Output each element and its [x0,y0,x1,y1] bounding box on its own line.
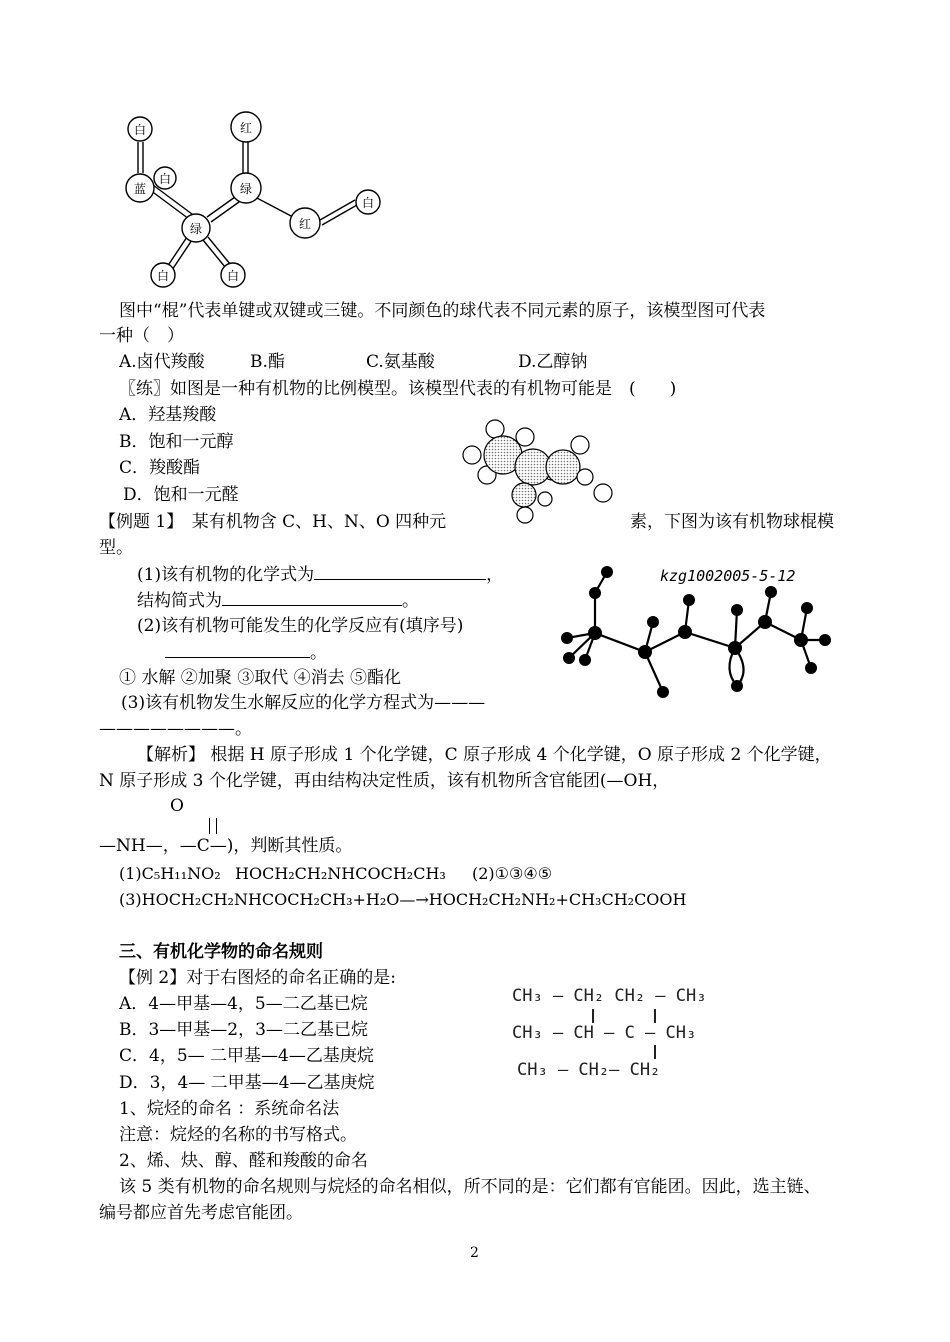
answer-blank [222,589,402,606]
q1-option-d: D.乙醇钠 [518,352,588,372]
practice-option-a: A．羟基羧酸 [119,405,217,425]
example1-q2: (2)该有机物可能发生的化学反应有(填序号) [137,616,464,636]
atom-label: 白 [226,269,240,283]
atom-label: 白 [156,269,170,283]
example1-choices: ① 水解 ②加聚 ③取代 ④消去 ⑤酯化 [119,668,402,688]
carbonyl-oxygen-label: O [170,796,184,816]
period: 。 [402,591,419,611]
atom-label: 蓝 [133,182,147,196]
example1-q1b-text: 结构简式为 [137,591,222,611]
q1-option-a: A.卤代羧酸 [119,352,205,372]
atom-label: 白 [158,172,172,186]
answer-1-formula: (1)C₅H₁₁NO₂ [119,864,221,883]
answer-3-equation: (3)HOCH₂CH₂NHCOCH₂CH₃+H₂O—→HOCH₂CH₂NH₂+CH₃CH₂COOH [119,890,687,909]
q1-text-line2: 一种（ ） [99,326,184,346]
example1-q3-cont: ————————。 [99,719,252,739]
example1-q3: (3)该有机物发生水解反应的化学方程式为——— [121,693,486,713]
atom-label: 白 [361,196,375,210]
naming-paragraph-line2: 编号都应首先考虑官能团。 [99,1203,303,1223]
page-number: 2 [470,1245,479,1261]
practice-option-c: C．羧酸酯 [119,458,201,478]
formula-bond [592,1009,594,1023]
answer-2: (2)①③④⑤ [472,864,553,883]
naming-item-2: 2、烯、炔、醇、醛和羧酸的命名 [119,1151,368,1171]
example1-q2-blank-line [165,641,327,664]
answer-blank [165,641,310,658]
analysis-line2: N 原子形成 3 个化学键，再由结构决定性质，该有机物所含官能团(—OH， [99,771,670,791]
atom-label: 绿 [239,182,253,196]
proportion-model-figure [455,415,620,525]
naming-note: 注意：烷烃的名称的书写格式。 [119,1125,357,1145]
ball-stick-model-figure [115,105,395,290]
chain-ball-stick-figure [555,560,845,705]
atom-label: 红 [298,217,312,231]
q1-option-c: C.氨基酸 [366,352,435,372]
analysis-line3: —NH—，—C—)，判断其性质。 [99,836,353,856]
practice-option-b: B．饱和一元醇 [119,432,234,452]
example2-option-d: D．3，4— 二甲基—4—乙基庚烷 [119,1073,375,1093]
example1-q1a-text: (1)该有机物的化学式为 [137,565,315,585]
example2-option-c: C．4，5— 二甲基—4—乙基庚烷 [119,1046,374,1066]
example1-q1b [137,589,419,612]
formula-row-2: CH₃ — CH — C — CH₃ [512,1023,697,1043]
atom-label: 绿 [189,222,203,236]
example1-line1-left: 【例题 1】 某有机物含 C、H、N、O 四种元 [99,512,447,532]
q1-option-b: B.酯 [250,352,285,372]
structural-formula [512,985,752,1090]
naming-paragraph-line1: 该 5 类有机物的命名规则与烷烃的命名相似，所不同的是：它们都有官能团。因此，选主链、 [119,1177,821,1197]
formula-bond [654,1045,656,1059]
answer-1-structure: HOCH₂CH₂NHCOCH₂CH₃ [235,864,446,883]
example1-q1a: (1)该有机物的化学式为 ， [137,565,504,585]
watermark-text: kzg1002005-5-12 [660,567,796,585]
analysis-line1: 【解析】 根据 H 原子形成 1 个化学键，C 原子形成 4 个化学键，O 原子形成 2 个化学键， [137,745,832,765]
section3-title: 三、有机化学物的命名规则 [119,942,323,962]
formula-bond [654,1009,656,1023]
practice-option-d: D．饱和一元醛 [123,485,239,505]
example2-option-b: B．3—甲基—2，3—二乙基已烷 [119,1020,368,1040]
q1-text-line1: 图中“棍”代表单键或双键或三键。不同颜色的球代表不同元素的原子，该模型图可代表 [119,301,766,321]
atom-label: 白 [133,123,147,137]
atom-label: 红 [239,121,253,135]
period: 。 [310,643,327,663]
example1-line1-right: 素，下图为该有机物球棍模 [630,512,834,532]
carbonyl-double-bond [209,818,217,834]
example2-option-a: A．4—甲基—4，5—二乙基已烷 [119,994,368,1014]
formula-row-3: CH₃ — CH₂— CH₂ [517,1060,661,1080]
example2-text: 【例 2】对于右图烃的命名正确的是: [119,968,396,988]
example1-line2: 型。 [99,538,133,558]
formula-row-1: CH₃ — CH₂ CH₂ — CH₃ [512,986,707,1006]
practice-text: 〖练〗如图是一种有机物的比例模型。该模型代表的有机物可能是 ( ) [119,379,677,399]
answer-blank [314,563,486,580]
naming-item-1: 1、烷烃的命名 ：系统命名法 [119,1099,340,1119]
